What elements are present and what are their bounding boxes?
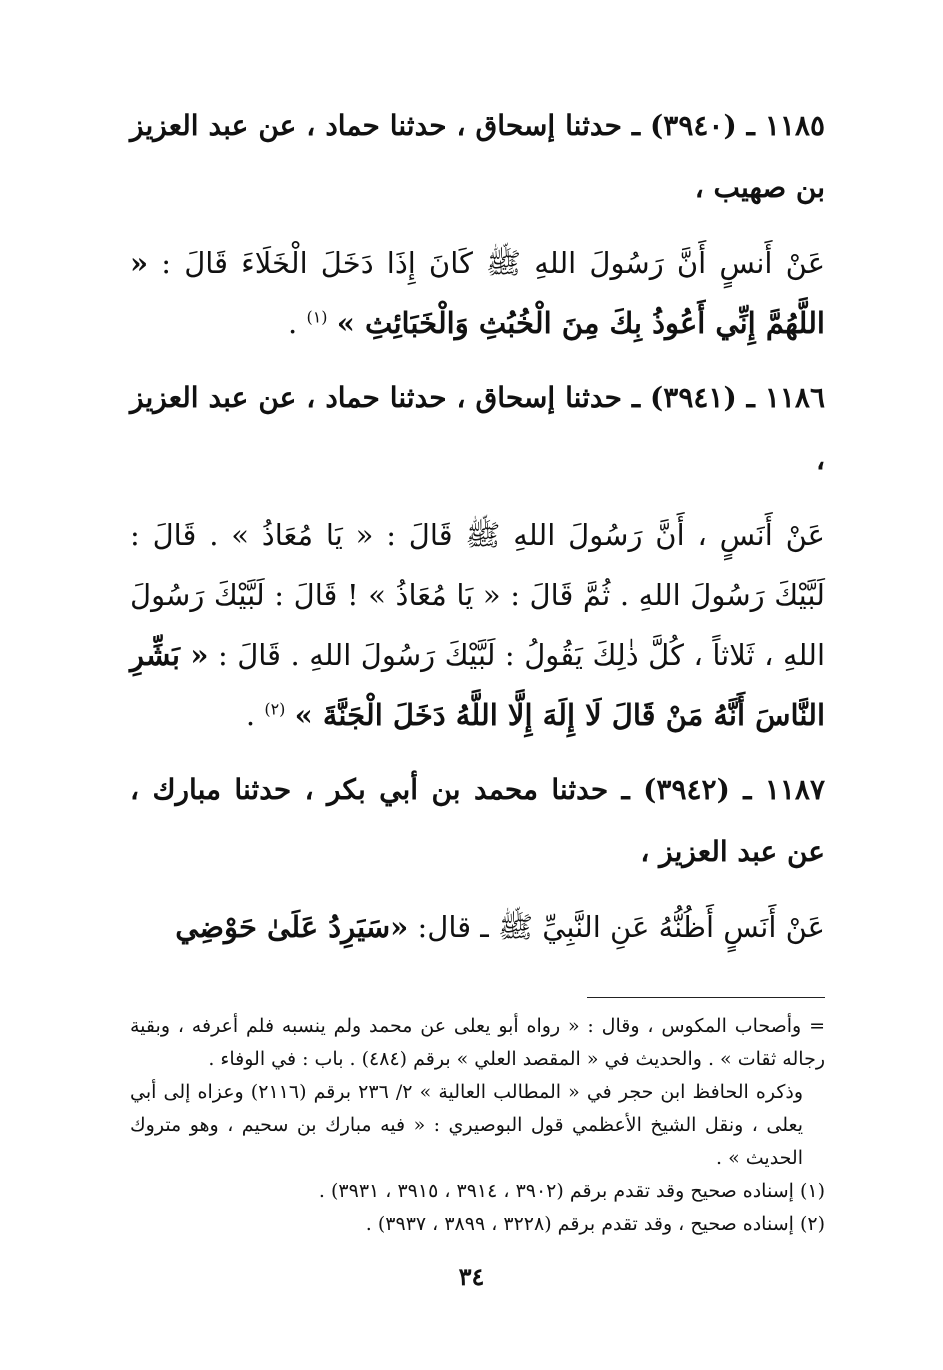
hadith-isnad-text: ١١٨٥ ـ (٣٩٤٠) ـ حدثنا إسحاق ، حدثنا حماد ، عن عبد العزيز بن صهيب ، xyxy=(130,109,825,204)
matn-quote: « اللَّهُمَّ إِنِّي أَعُوذُ بِكَ مِنَ الْخُبُثِ وَالْخَبَائِثِ » xyxy=(130,246,825,340)
footnote-2: (٢) إسناده صحيح ، وقد تقدم برقم (٣٢٢٨ ، ٣٨٩٩ ، ٣٩٣٧) . xyxy=(365,1213,825,1235)
footnote-continued: = وأصحاب المكوس ، وقال : « رواه أبو يعلى عن محمد ولم ينسبه فلم أعرفه ، وبقية رجاله ثقات » . والحديث في « المقصد العلي » برقم (٤٨٤) . باب : في الوفاء . xyxy=(130,1015,825,1070)
footnote-ref[interactable]: (١) xyxy=(306,307,328,327)
page-number: ٣٤ xyxy=(458,1262,485,1291)
footnote-continued-2: وذكره الحافظ ابن حجر في « المطالب العالية » ٢/ ٢٣٦ برقم (٢١١٦) وعزاه إلى أبي يعلى ، ونقل الشيخ الأعظمي قول البوصيري : « فيه مبارك بن سحيم ، وهو متروك الحديث » . xyxy=(130,1081,803,1169)
hadith-1186-isnad xyxy=(130,367,825,491)
matn-end: . xyxy=(288,306,298,340)
footnote-separator xyxy=(587,997,825,998)
hadith-1187-isnad xyxy=(130,759,825,883)
footnotes xyxy=(130,1010,825,1241)
matn-quote: «سَيَرِدُ عَلَىٰ حَوْضِي xyxy=(175,910,409,944)
matn-quote: « بَشِّرِ النَّاسَ أَنَّهُ مَنْ قَالَ لَا إِلَهَ إِلَّا اللَّهُ دَخَلَ الْجَنَّةَ » xyxy=(130,638,825,732)
footnote-1: (١) إسناده صحيح وقد تقدم برقم (٣٩٠٢ ، ٣٩١٤ ، ٣٩١٥ ، ٣٩٣١) . xyxy=(318,1180,825,1202)
hadith-1186-matn xyxy=(130,505,825,745)
matn-intro: عَنْ أَنَسٍ ، أَنَّ رَسُولَ اللهِ ﷺ قَالَ : « يَا مُعَاذُ » . قَالَ : لَبَّيْكَ رَسُولَ اللهِ . ثُمَّ قَالَ : « يَا مُعَاذُ » ! قَالَ : لَبَّيْكَ رَسُولَ اللهِ ، ثَلاثاً ، كُلَّ ذٰلِكَ يَقُولُ : لَبَّيْكَ رَسُولَ اللهِ . قَالَ : xyxy=(130,518,826,672)
page-body xyxy=(130,95,825,1241)
hadith-isnad-text: ١١٨٧ ـ (٣٩٤٢) ـ حدثنا محمد بن أبي بكر ، حدثنا مبارك ، عن عبد العزيز ، xyxy=(130,773,825,868)
footnote-ref[interactable]: (٢) xyxy=(264,699,286,719)
hadith-isnad-text: ١١٨٦ ـ (٣٩٤١) ـ حدثنا إسحاق ، حدثنا حماد ، عن عبد العزيز ، xyxy=(130,381,825,476)
hadith-1185-matn xyxy=(130,233,825,353)
hadith-1185-isnad xyxy=(130,95,825,219)
matn-intro: عَنْ أَنسٍ أَنَّ رَسُولَ اللهِ ﷺ كَانَ إِذَا دَخَلَ الْخَلَاءَ قَالَ : xyxy=(161,246,826,280)
matn-end: . xyxy=(245,698,256,732)
hadith-1187-matn xyxy=(130,897,825,957)
matn-intro: عَنْ أَنَسٍ أَظُنُّهُ عَنِ النَّبِيِّ ﷺ ـ قال: xyxy=(417,910,825,944)
